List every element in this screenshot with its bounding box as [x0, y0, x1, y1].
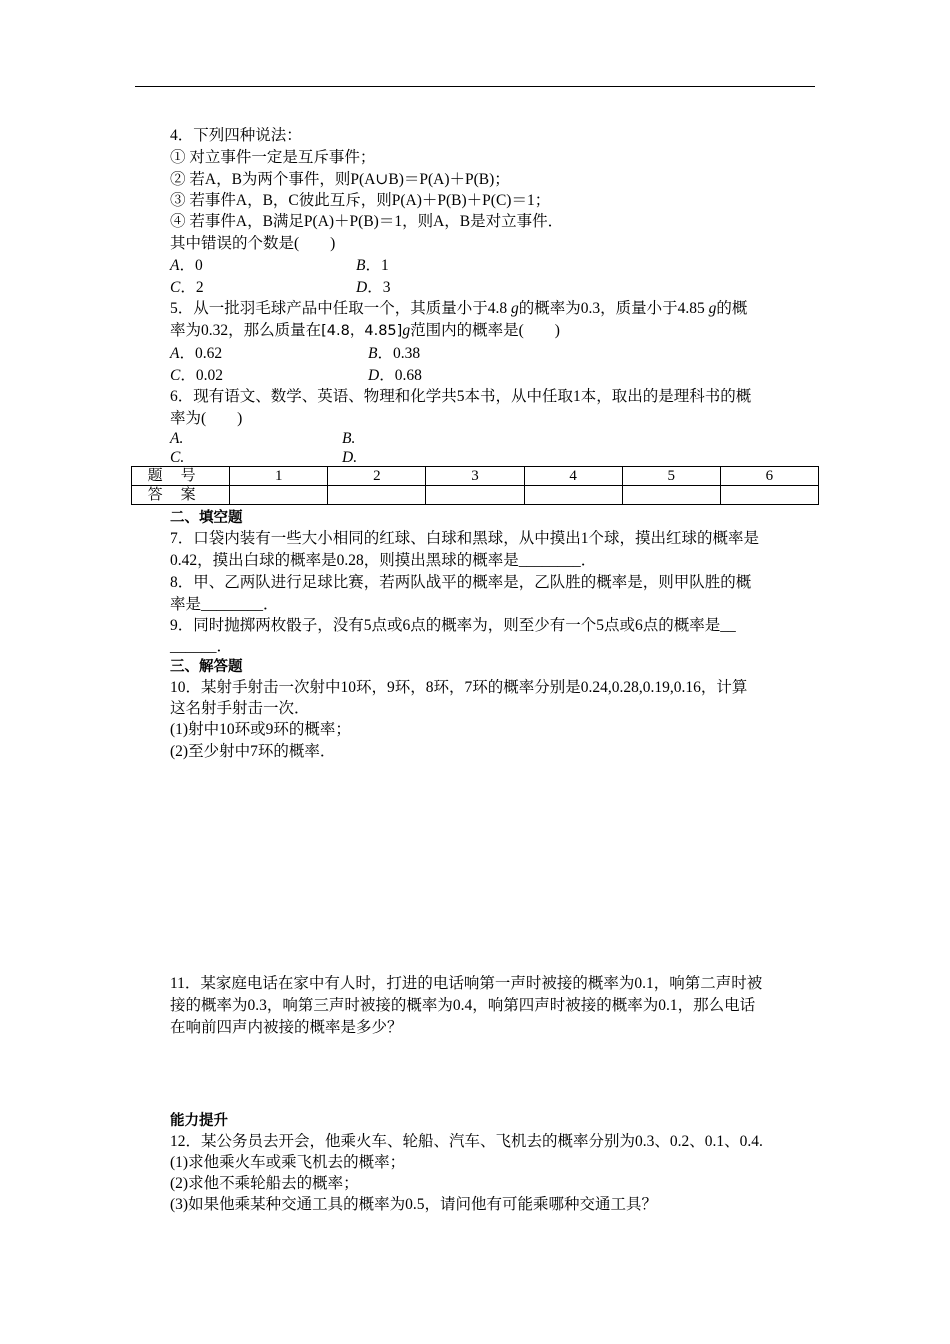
answer-cell-6[interactable]: [720, 486, 818, 505]
q4-option-d: D．3: [356, 279, 391, 296]
answer-table: [131, 466, 819, 505]
q6-option-b: B.: [342, 430, 356, 447]
q6-option-c: C.: [170, 449, 185, 466]
q9-line-2: ______．: [170, 638, 233, 655]
q4-option-b: B．1: [356, 257, 389, 274]
answer-table-number-5: 5: [622, 467, 720, 486]
answer-table-number-3: 3: [426, 467, 524, 486]
q5-option-d: D．0.68: [368, 367, 422, 384]
section-3-title: 三、解答题: [170, 659, 243, 675]
answer-table-answer-row: [132, 486, 819, 505]
header-rule: [135, 86, 815, 87]
q6-option-d: D.: [342, 449, 358, 466]
q5-option-c: C．0.02: [170, 367, 223, 384]
q4-option-c: C．2: [170, 279, 204, 296]
q7-line-2: 0.42，摸出白球的概率是0.28，则摸出黑球的概率是________．: [170, 552, 597, 569]
q4-stem: 4．下列四种说法：: [170, 127, 302, 144]
answer-cell-5[interactable]: [622, 486, 720, 505]
q12-part-1: (1)求他乘火车或乘飞机去的概率；: [170, 1154, 406, 1171]
q5-interval: [4.8，4.85]: [321, 323, 403, 339]
answer-table-number-4: 4: [524, 467, 622, 486]
answer-table-label-answer: 答案: [132, 486, 230, 505]
q4-item-1: ① 对立事件一定是互斥事件；: [170, 149, 376, 166]
q6-line-2: 率为( ): [170, 410, 243, 427]
answer-cell-1[interactable]: [230, 486, 328, 505]
answer-cell-4[interactable]: [524, 486, 622, 505]
q12-part-2: (2)求他不乘轮船去的概率；: [170, 1175, 359, 1192]
q12-line-1: 12．某公务员去开会，他乘火车、轮船、汽车、飞机去的概率分别为0.3、0.2、0.1、0.4.: [170, 1133, 763, 1150]
q6-line-1: 6．现有语文、数学、英语、物理和化学共5本书，从中任取1本，取出的是理科书的概: [170, 388, 752, 405]
q4-item-4: ④ 若事件A，B满足P(A)＋P(B)＝1，则A，B是对立事件．: [170, 213, 564, 230]
q11-line-1: 11．某家庭电话在家中有人时，打进的电话响第一声时被接的概率为0.1，响第二声时被: [170, 975, 763, 992]
q10-line-1: 10．某射手射击一次射中10环，9环，8环，7环的概率分别是0.24,0.28,0.19,0.16，计算: [170, 679, 748, 696]
q4-item-2: ② 若A，B为两个事件，则P(A∪B)＝P(A)＋P(B)；: [170, 171, 510, 188]
q7-line-1: 7．口袋内装有一些大小相同的红球、白球和黑球，从中摸出1个球，摸出红球的概率是: [170, 530, 760, 547]
answer-table-number-6: 6: [720, 467, 818, 486]
q8-line-2: 率是________．: [170, 596, 279, 613]
answer-table-label-number: 题号: [132, 467, 230, 486]
section-2-title: 二、填空题: [170, 510, 243, 526]
answer-table-number-1: 1: [230, 467, 328, 486]
q5-option-b: B．0.38: [368, 345, 421, 362]
q11-line-3: 在响前四声内被接的概率是多少？: [170, 1019, 403, 1036]
q4-option-a: A．0: [170, 257, 203, 274]
q5-line-2: 率为0.32，那么质量在[4.8，4.85]g范围内的概率是( ): [170, 322, 560, 339]
q9-line-1: 9．同时抛掷两枚骰子，没有5点或6点的概率为，则至少有一个5点或6点的概率是__: [170, 617, 736, 634]
q6-option-a: A.: [170, 430, 184, 447]
q11-line-2: 接的概率为0.3，响第三声时被接的概率为0.4，响第四声时被接的概率为0.1，那么电话: [170, 997, 756, 1014]
answer-table-header-row: [132, 467, 819, 486]
answer-cell-3[interactable]: [426, 486, 524, 505]
q10-part-2: (2)至少射中7环的概率．: [170, 743, 336, 760]
q5-option-a: A．0.62: [170, 345, 223, 362]
q4-question: 其中错误的个数是( ): [170, 235, 336, 252]
q4-item-3: ③ 若事件A，B，C彼此互斥，则P(A)＋P(B)＋P(C)＝1；: [170, 192, 551, 209]
q12-part-3: (3)如果他乘某种交通工具的概率为0.5，请问他有可能乘哪种交通工具？: [170, 1196, 657, 1213]
section-4-title: 能力提升: [170, 1113, 228, 1129]
q10-line-2: 这名射手射击一次．: [170, 700, 310, 717]
answer-table-number-2: 2: [328, 467, 426, 486]
answer-cell-2[interactable]: [328, 486, 426, 505]
q10-part-1: (1)射中10环或9环的概率；: [170, 721, 351, 738]
q5-line-1: 5．从一批羽毛球产品中任取一个，其质量小于4.8 g的概率为0.3，质量小于4.85 g的概: [170, 300, 748, 317]
q8-line-1: 8．甲、乙两队进行足球比赛，若两队战平的概率是，乙队胜的概率是，则甲队胜的概: [170, 574, 752, 591]
